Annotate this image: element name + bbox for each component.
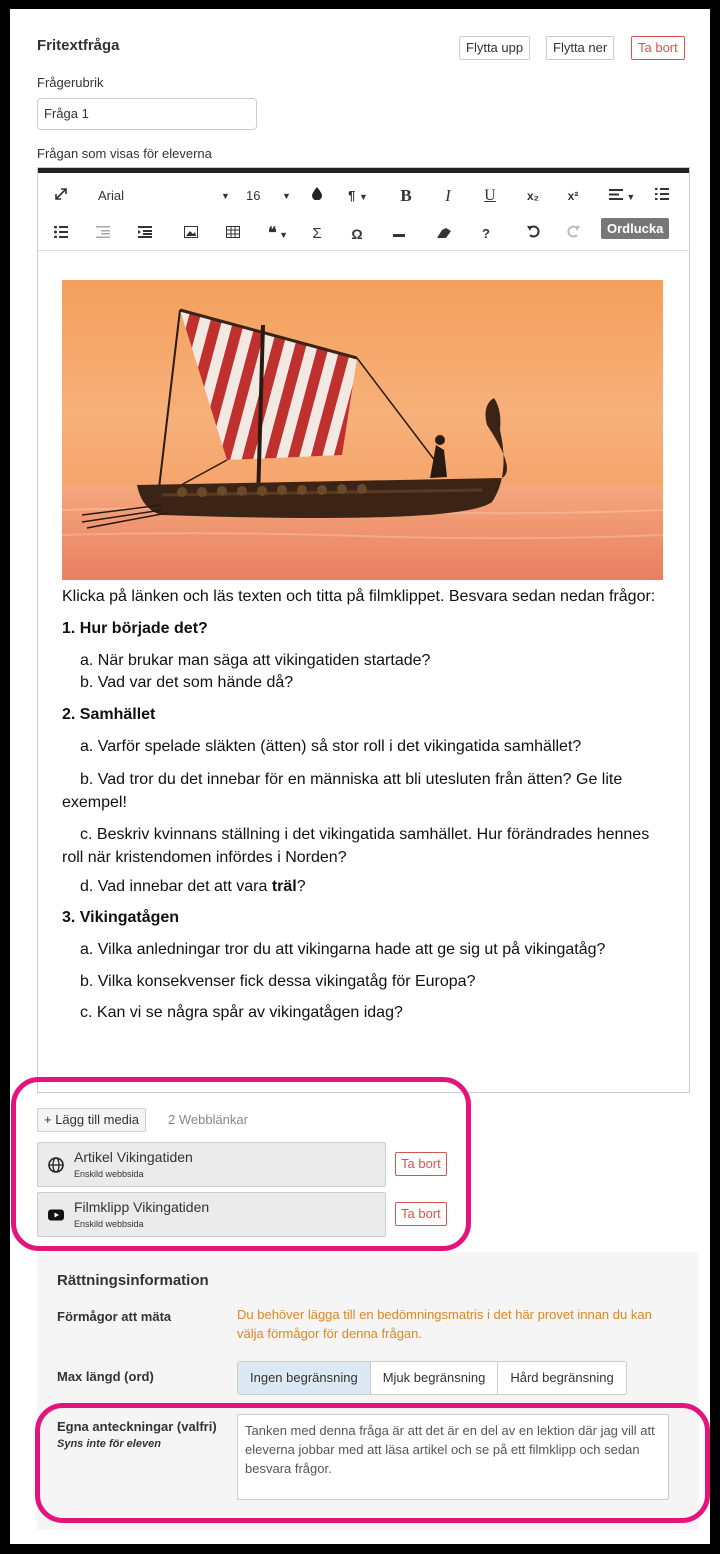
youtube-icon xyxy=(48,1207,64,1223)
section-heading: 2. Samhället xyxy=(62,706,156,723)
unordered-list-icon[interactable] xyxy=(50,219,72,249)
delete-media-button[interactable]: Ta bort xyxy=(395,1202,447,1226)
italic-button[interactable]: I xyxy=(445,186,451,205)
question-type-title: Fritextfråga xyxy=(37,37,120,54)
delete-media-button[interactable]: Ta bort xyxy=(395,1152,447,1176)
table-icon[interactable] xyxy=(222,219,244,249)
question-item: a. Vilka anledningar tror du att vikingarna hade att ge sig ut på vikingatåg? xyxy=(80,941,606,958)
rich-text-editor xyxy=(37,167,690,1093)
grading-section xyxy=(37,1252,699,1530)
question-item: b. Vad var det som hände då? xyxy=(80,674,294,691)
question-editor-panel xyxy=(10,9,710,1544)
max-length-selector xyxy=(237,1361,627,1395)
question-text-label: Frågan som visas för eleverna xyxy=(37,146,212,161)
notes-textarea[interactable]: Tanken med denna fråga är att det är en del av en lektion där jag vill att eleverna jobbar med att läsa artikel och se på ett filmklipp och sedan besvara frågor. xyxy=(237,1414,669,1500)
font-size-value: 16 xyxy=(246,188,261,203)
editor-toolbar xyxy=(38,173,689,251)
font-size-select[interactable] xyxy=(246,181,296,211)
ordlucka-button[interactable]: Ordlucka xyxy=(601,218,669,239)
media-item[interactable] xyxy=(37,1192,386,1237)
image-icon[interactable] xyxy=(180,219,202,249)
question-item: d. Vad innebar det att vara träl? xyxy=(80,878,306,895)
clear-format-icon[interactable] xyxy=(433,219,455,249)
question-item: a. Varför spelade släkten (ätten) så stor roll i det vikingatida samhället? xyxy=(80,738,582,755)
special-char-button[interactable]: Ω xyxy=(351,226,363,242)
underline-button[interactable]: U xyxy=(484,187,496,204)
undo-icon[interactable] xyxy=(522,219,544,249)
redo-icon[interactable] xyxy=(562,219,584,249)
question-item: c. Kan vi se några spår av vikingatågen idag? xyxy=(80,1004,403,1021)
max-length-option-none[interactable]: Ingen begränsning xyxy=(238,1362,371,1394)
max-length-label: Max längd (ord) xyxy=(57,1369,154,1384)
media-item[interactable] xyxy=(37,1142,386,1187)
question-item: c. Beskriv kvinnans ställning i det vikingatida samhället. Hur förändrades hennes roll när kristendomen infördes i Norden? xyxy=(62,826,650,866)
media-item-name: Artikel Vikingatiden xyxy=(74,1149,193,1165)
max-length-option-soft[interactable]: Mjuk begränsning xyxy=(371,1362,499,1394)
subscript-button[interactable]: x₂ xyxy=(526,189,539,203)
text-color-icon[interactable] xyxy=(306,181,328,211)
move-up-button[interactable]: Flytta upp xyxy=(459,36,530,60)
paragraph-format-icon[interactable]: ¶ ▼ xyxy=(348,188,368,203)
notes-label: Egna anteckningar (valfri) xyxy=(57,1419,217,1434)
horizontal-line-icon[interactable] xyxy=(388,219,410,249)
superscript-button[interactable]: x² xyxy=(567,189,579,203)
quote-icon[interactable]: ❝ ▼ xyxy=(267,225,289,242)
abilities-warning: Du behöver lägga till en bedömningsmatris i det här provet innan du kan välja förmågor för denna frågan. xyxy=(237,1307,652,1341)
chevron-down-icon: ▼ xyxy=(282,191,291,201)
media-item-type: Enskild webbsida xyxy=(74,1219,144,1229)
bold-button[interactable]: B xyxy=(400,186,412,205)
chevron-down-icon: ▼ xyxy=(221,191,230,201)
delete-question-button[interactable]: Ta bort xyxy=(631,36,685,60)
intro-paragraph: Klicka på länken och läs texten och titta på filmklippet. Besvara sedan nedan frågor: xyxy=(62,588,656,605)
add-media-button[interactable]: + Lägg till media xyxy=(37,1108,146,1132)
globe-icon xyxy=(48,1157,64,1173)
font-family-select[interactable] xyxy=(98,181,238,211)
editor-content[interactable] xyxy=(62,280,667,1021)
max-length-option-hard[interactable]: Hård begränsning xyxy=(510,1370,614,1385)
outdent-icon[interactable] xyxy=(92,219,114,249)
move-down-button[interactable]: Flytta ner xyxy=(546,36,614,60)
media-item-name: Filmklipp Vikingatiden xyxy=(74,1199,210,1215)
align-icon[interactable]: ▼ xyxy=(606,181,638,211)
notes-hint: Syns inte för eleven xyxy=(57,1438,161,1450)
question-header xyxy=(37,36,691,62)
section-heading: 1. Hur började det? xyxy=(62,620,208,637)
heading-label: Frågerubrik xyxy=(37,75,104,90)
media-item-type: Enskild webbsida xyxy=(74,1169,144,1179)
ordered-list-icon[interactable] xyxy=(650,181,674,211)
question-item: a. När brukar man säga att vikingatiden startade? xyxy=(80,652,431,669)
weblink-count: 2 Webblänkar xyxy=(168,1112,248,1127)
font-family-value: Arial xyxy=(98,188,125,203)
question-item: b. Vad tror du det innebar för en människa att bli utesluten från ätten? Ge lite exempel! xyxy=(62,771,623,811)
indent-icon[interactable] xyxy=(134,219,156,249)
abilities-label: Förmågor att mäta xyxy=(57,1309,172,1324)
section-heading: 3. Vikingatågen xyxy=(62,909,180,926)
question-item: b. Vilka konsekvenser fick dessa vikingatåg för Europa? xyxy=(80,973,476,990)
grading-title: Rättningsinformation xyxy=(57,1272,209,1289)
fullscreen-icon[interactable] xyxy=(48,181,74,211)
help-button[interactable]: ? xyxy=(482,226,490,241)
formula-button[interactable]: Σ xyxy=(312,225,322,242)
viking-ship-image xyxy=(62,280,663,580)
heading-input[interactable]: Fråga 1 xyxy=(37,98,257,130)
